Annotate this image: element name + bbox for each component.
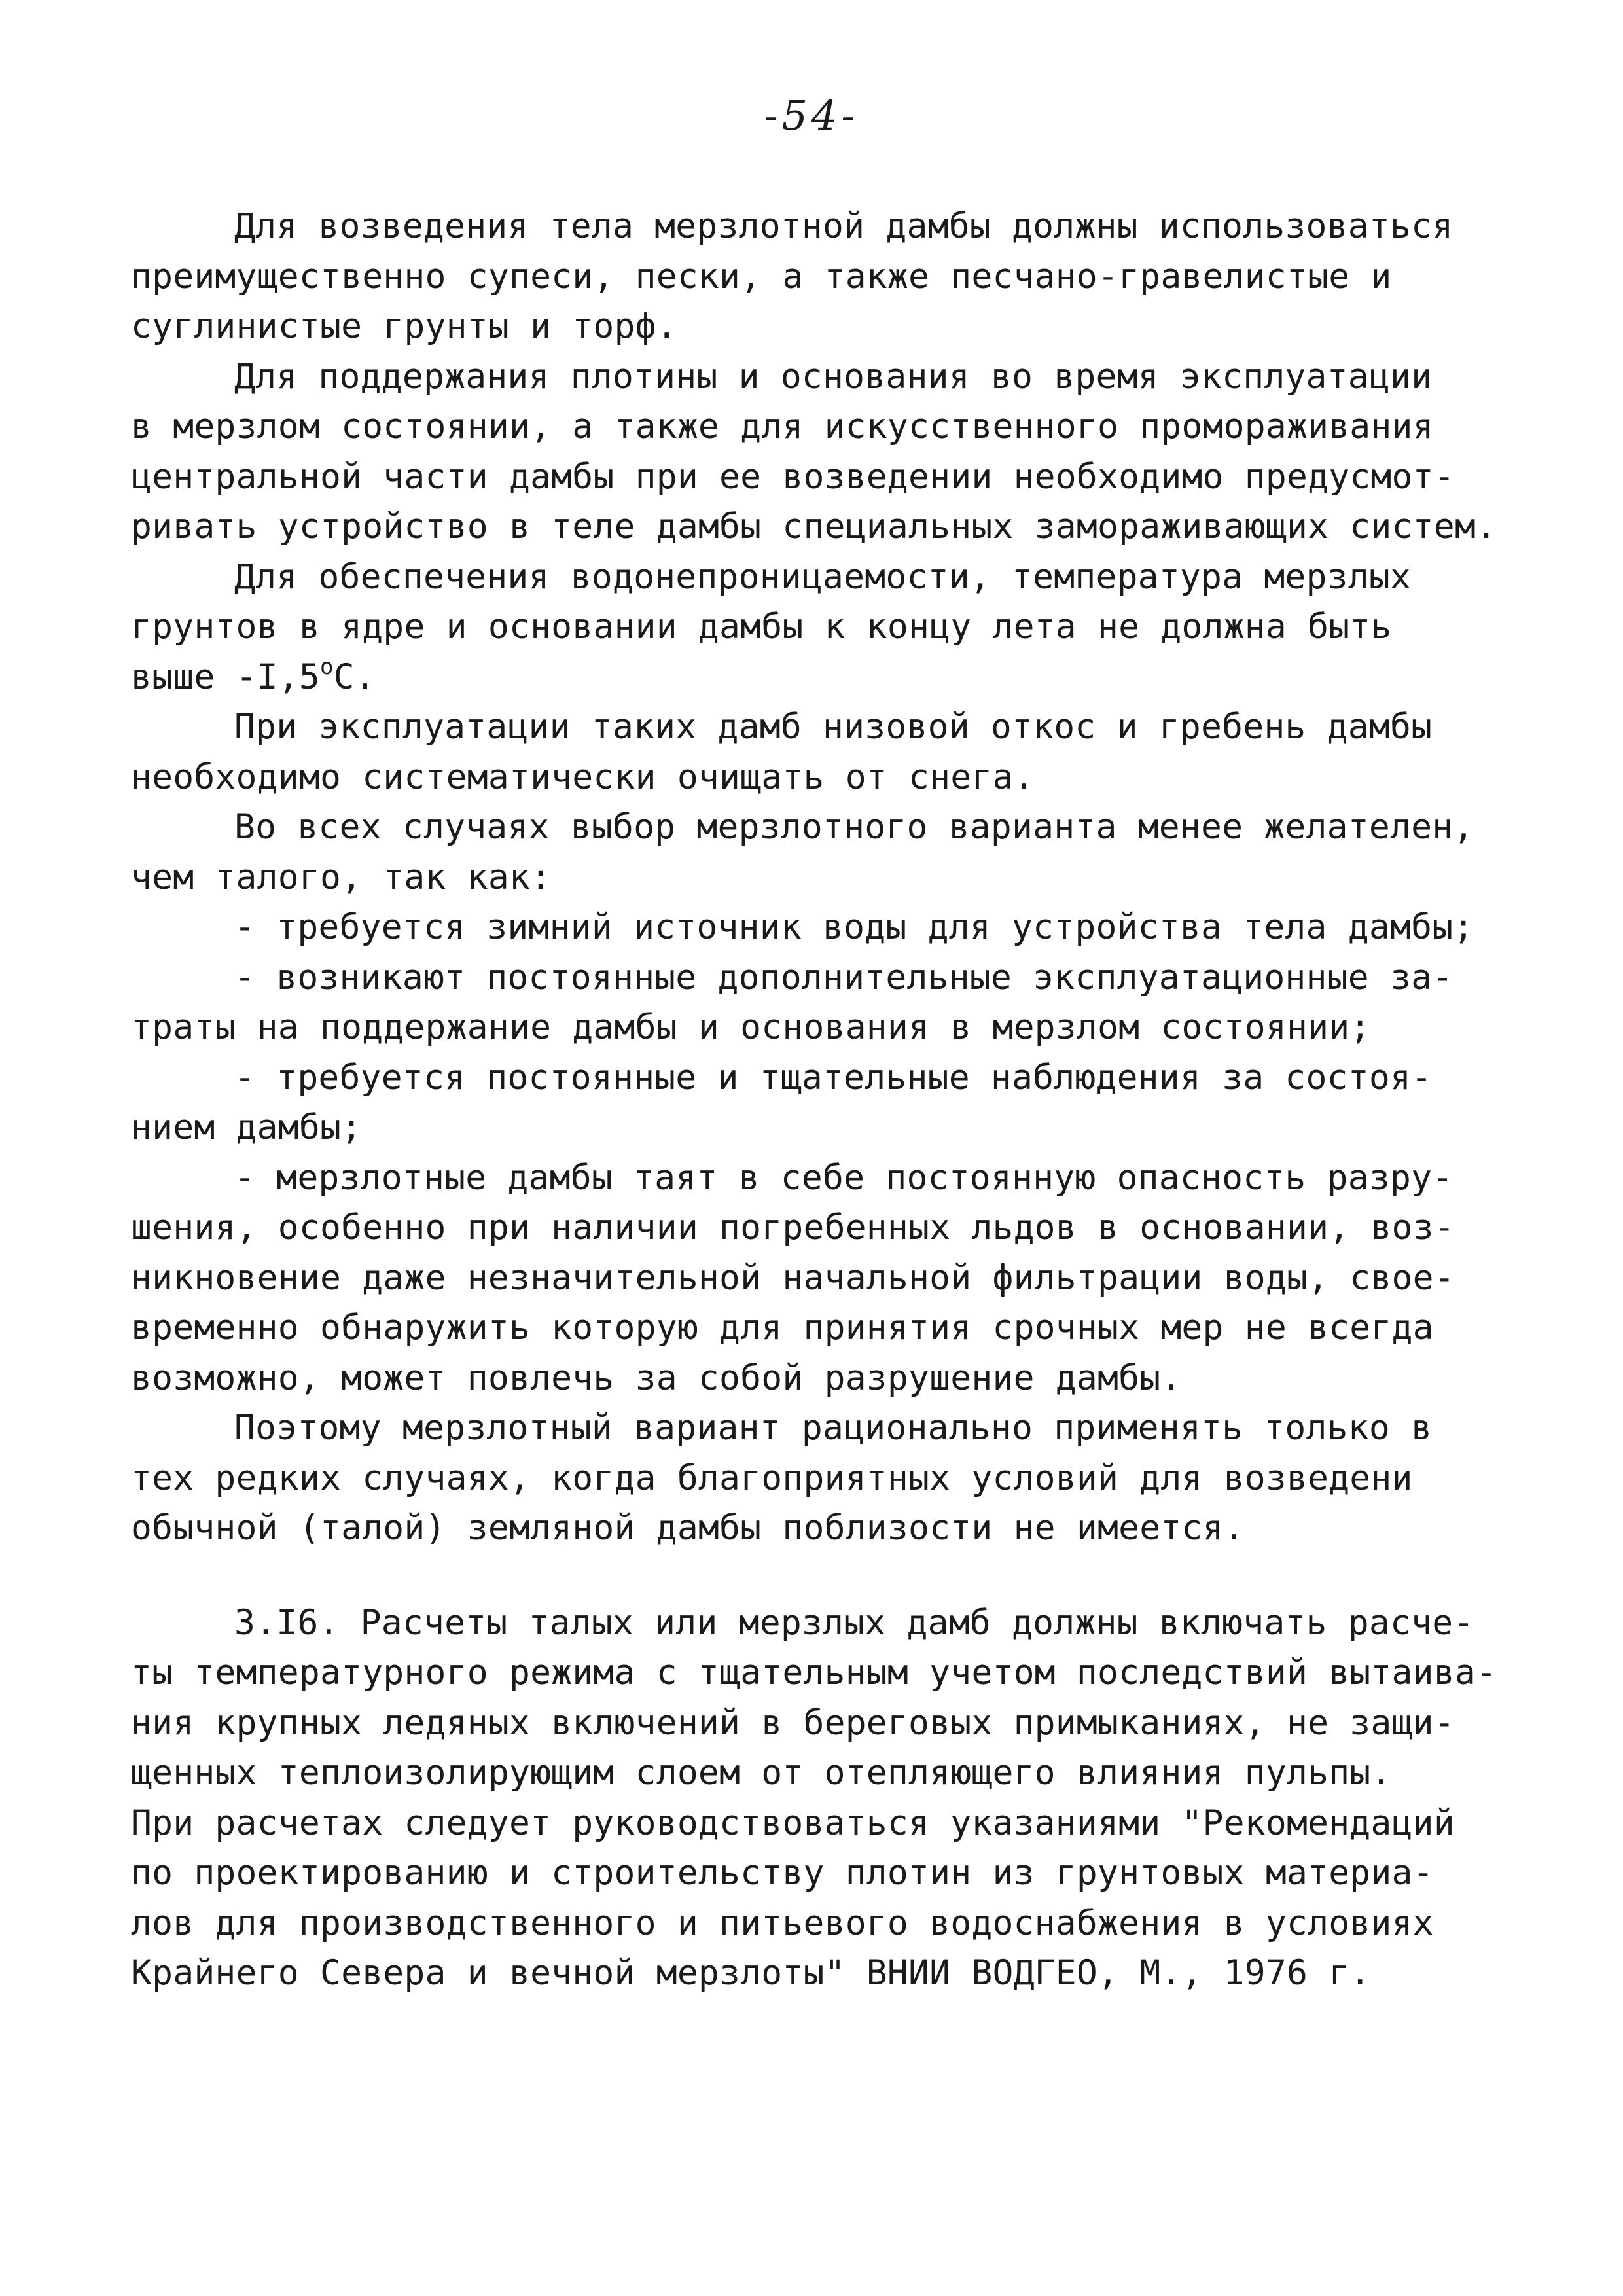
list-item — [131, 1153, 1505, 1404]
text-line: 3.I6. Расчеты талых или мерзлых дамб должны включать расче- — [234, 1602, 1474, 1643]
paragraph-temperature — [131, 552, 1505, 703]
page-number: -54- — [764, 92, 859, 139]
text-line: Для поддержания плотины и основания во время эксплуатации — [234, 356, 1433, 397]
text-line: грунтов в ядре и основании дамбы к концу лета не должна быть — [131, 607, 1392, 647]
text-line: Для возведения тела мерзлотной дамбы должны использоваться — [234, 206, 1454, 246]
text-line: в мерзлом состоянии, а также для искусственного промораживания — [131, 406, 1434, 446]
document-body — [131, 202, 1505, 1999]
text-line: При эксплуатации таких дамб низовой откос и гребень дамбы — [234, 707, 1433, 747]
degree-superscript: о — [319, 653, 334, 680]
list-item — [131, 953, 1505, 1053]
paragraph-materials — [131, 202, 1505, 352]
section-spacer — [131, 1554, 1505, 1598]
text-line: Крайнего Севера и вечной мерзлоты" ВНИИ ВОДГЕО, М., 1976 г. — [131, 1953, 1371, 1993]
paragraph-variant-choice — [131, 802, 1505, 903]
paragraph-freezing-systems — [131, 352, 1505, 552]
text-line: Поэтому мерзлотный вариант рационально применять только в — [234, 1408, 1433, 1448]
text-line: возможно, может повлечь за собой разрушение дамбы. — [131, 1357, 1182, 1398]
text-line: шения, особенно при наличии погребенных льдов в основании, воз- — [131, 1208, 1455, 1247]
list-item — [131, 903, 1505, 953]
text-line: центральной части дамбы при ее возведении необходимо предусмот- — [131, 456, 1455, 497]
temperature-unit: С. — [333, 656, 376, 697]
text-line: по проектированию и строительству плотин из грунтовых материа- — [131, 1853, 1434, 1893]
text-line: - мерзлотные дамбы таят в себе постоянную опасность разру- — [234, 1157, 1454, 1198]
text-line: ты температурного режима с тщательным учетом последствий вытаива- — [131, 1653, 1497, 1693]
text-line: преимущественно супеси, пески, а также песчано-гравелистые и — [131, 256, 1392, 296]
text-line: щенных теплоизолирующим слоем от отепляющего влияния пульпы. — [131, 1753, 1392, 1793]
text-line: лов для производственного и питьевого водоснабжения в условиях — [131, 1903, 1434, 1943]
text-line: чем талого, так как: — [131, 857, 552, 897]
text-line: - требуется постоянные и тщательные наблюдения за состоя- — [234, 1057, 1433, 1098]
text-line: При расчетах следует руководствоваться указаниями "Рекомендаций — [131, 1803, 1455, 1843]
text-line-temperature — [131, 653, 1505, 703]
text-line: Во всех случаях выбор мерзлотного варианта менее желателен, — [234, 807, 1474, 847]
text-line: траты на поддержание дамбы и основания в мерзлом состоянии; — [131, 1007, 1371, 1047]
text-line: тех редких случаях, когда благоприятных условий для возведени — [131, 1458, 1413, 1498]
paragraph-snow-clearing — [131, 702, 1505, 802]
temperature-text: выше -I,5 — [131, 656, 320, 697]
text-line: ривать устройство в теле дамбы специальных замораживающих систем. — [131, 507, 1497, 547]
section-3-16 — [131, 1598, 1505, 1999]
text-line: нием дамбы; — [131, 1107, 363, 1147]
text-line: - требуется зимний источник воды для устройства тела дамбы; — [234, 907, 1474, 947]
text-line: никновение даже незначительной начальной фильтрации воды, свое- — [131, 1257, 1455, 1298]
text-line: - возникают постоянные дополнительные эксплуатационные за- — [234, 957, 1454, 997]
text-line: временно обнаружить которую для принятия срочных мер не всегда — [131, 1308, 1434, 1348]
text-line: Для обеспечения водонепроницаемости, температура мерзлых — [234, 556, 1412, 597]
text-line: ния крупных ледяных включений в береговых примыканиях, не защи- — [131, 1702, 1455, 1743]
text-line: суглинистые грунты и торф. — [131, 306, 677, 346]
list-item — [131, 1053, 1505, 1153]
text-line: обычной (талой) земляной дамбы поблизости не имеется. — [131, 1508, 1245, 1548]
paragraph-conclusion — [131, 1403, 1505, 1554]
text-line: необходимо систематически очищать от снега. — [131, 757, 1035, 797]
